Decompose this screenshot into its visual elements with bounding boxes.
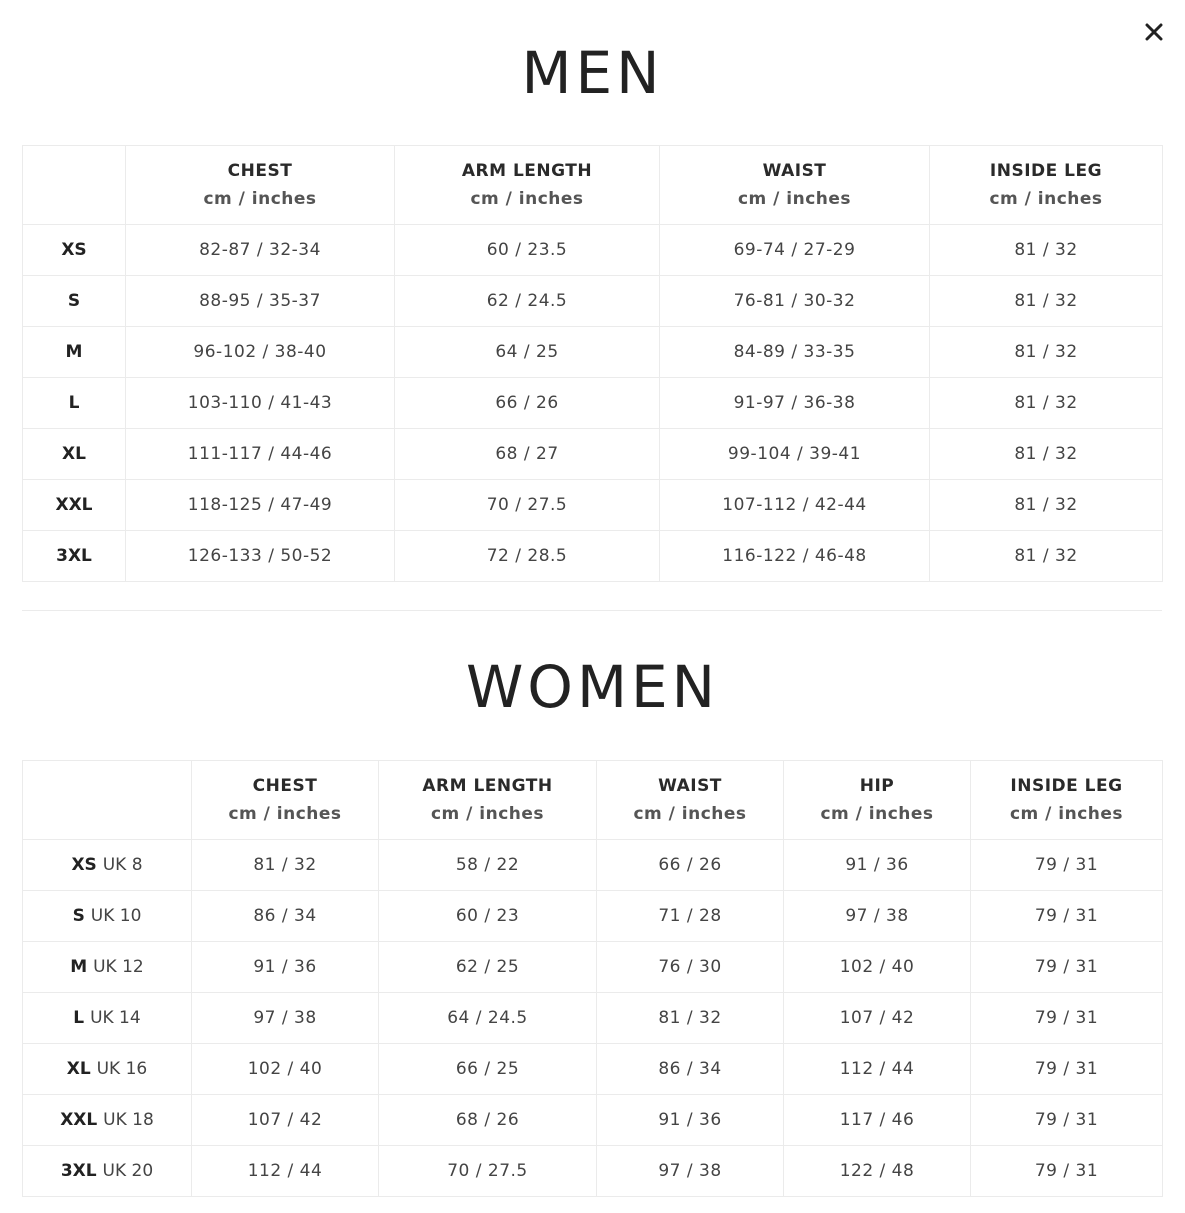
measurement-cell: 72 / 28.5 [395,531,660,582]
close-icon [1145,23,1163,45]
measurement-cell: 68 / 27 [395,429,660,480]
size-cell [23,891,192,942]
table-row [23,942,1163,993]
column-name: ARM LENGTH [422,776,553,796]
column-header [597,761,784,840]
measurement-cell: 103-110 / 41-43 [126,378,395,429]
measurement-cell: 81 / 32 [930,480,1163,531]
size-label: XL [66,1059,91,1079]
uk-size-label: UK 20 [102,1161,154,1181]
women-section-title: WOMEN [465,653,720,721]
measurement-cell: 79 / 31 [971,942,1163,993]
measurement-cell: 79 / 31 [971,993,1163,1044]
measurement-cell: 62 / 24.5 [395,276,660,327]
measurement-cell: 64 / 24.5 [379,993,597,1044]
measurement-cell: 91 / 36 [597,1095,784,1146]
column-name: CHEST [227,161,293,181]
size-cell [23,1095,192,1146]
measurement-cell: 102 / 40 [192,1044,379,1095]
measurement-cell: 76-81 / 30-32 [660,276,930,327]
measurement-cell: 66 / 26 [395,378,660,429]
section-divider [22,610,1162,611]
table-row [23,993,1163,1044]
uk-size-label: UK 16 [96,1059,148,1079]
measurement-cell: 70 / 27.5 [379,1146,597,1197]
measurement-cell: 70 / 27.5 [395,480,660,531]
measurement-cell: 96-102 / 38-40 [126,327,395,378]
size-label: L [73,1008,85,1028]
measurement-cell: 79 / 31 [971,840,1163,891]
measurement-cell: 91-97 / 36-38 [660,378,930,429]
table-row [23,480,1163,531]
measurement-cell: 60 / 23.5 [395,225,660,276]
size-cell [23,480,126,531]
measurement-cell: 118-125 / 47-49 [126,480,395,531]
column-name: WAIST [658,776,722,796]
measurement-cell: 126-133 / 50-52 [126,531,395,582]
column-header [126,146,395,225]
column-unit: cm / inches [430,804,545,824]
measurement-cell: 99-104 / 39-41 [660,429,930,480]
measurement-cell: 91 / 36 [192,942,379,993]
measurement-cell: 68 / 26 [379,1095,597,1146]
measurement-cell: 81 / 32 [192,840,379,891]
table-row [23,429,1163,480]
size-label: S [72,906,85,926]
table-row [23,225,1163,276]
measurement-cell: 91 / 36 [784,840,971,891]
size-label: XL [62,444,86,464]
size-label: XXL [60,1110,98,1130]
measurement-cell: 81 / 32 [597,993,784,1044]
measurement-cell: 60 / 23 [379,891,597,942]
measurement-cell: 102 / 40 [784,942,971,993]
column-name: INSIDE LEG [989,161,1103,181]
measurement-cell: 64 / 25 [395,327,660,378]
size-cell [23,429,126,480]
measurement-cell: 62 / 25 [379,942,597,993]
measurement-cell: 81 / 32 [930,429,1163,480]
measurement-cell: 66 / 26 [597,840,784,891]
corner-cell [23,146,126,225]
table-row [23,531,1163,582]
size-cell [23,840,192,891]
column-unit: cm / inches [989,189,1103,209]
size-cell [23,531,126,582]
measurement-cell: 81 / 32 [930,531,1163,582]
size-label: 3XL [60,1161,97,1181]
men-size-table [22,145,1163,582]
measurement-cell: 107 / 42 [784,993,971,1044]
measurement-cell: 76 / 30 [597,942,784,993]
size-label: L [68,393,80,413]
size-label: 3XL [56,546,92,566]
column-name: INSIDE LEG [1010,776,1123,796]
measurement-cell: 84-89 / 33-35 [660,327,930,378]
column-header [379,761,597,840]
table-row [23,1044,1163,1095]
table-row [23,327,1163,378]
measurement-cell: 107 / 42 [192,1095,379,1146]
column-name: CHEST [252,776,318,796]
column-unit: cm / inches [633,804,747,824]
measurement-cell: 82-87 / 32-34 [126,225,395,276]
measurement-cell: 97 / 38 [597,1146,784,1197]
measurement-cell: 111-117 / 44-46 [126,429,395,480]
column-unit: cm / inches [1009,804,1124,824]
measurement-cell: 66 / 25 [379,1044,597,1095]
measurement-cell: 112 / 44 [784,1044,971,1095]
column-unit: cm / inches [470,189,584,209]
measurement-cell: 71 / 28 [597,891,784,942]
column-unit: cm / inches [737,189,852,209]
table-row [23,378,1163,429]
size-label: M [70,957,88,977]
column-header [930,146,1163,225]
size-label: XS [61,240,87,260]
size-cell [23,942,192,993]
column-header [192,761,379,840]
size-label: M [65,342,83,362]
measurement-cell: 69-74 / 27-29 [660,225,930,276]
uk-size-label: UK 10 [90,906,142,926]
measurement-cell: 79 / 31 [971,1095,1163,1146]
measurement-cell: 107-112 / 42-44 [660,480,930,531]
column-unit: cm / inches [228,804,342,824]
measurement-cell: 79 / 31 [971,1146,1163,1197]
column-header [971,761,1163,840]
column-header [784,761,971,840]
size-cell [23,993,192,1044]
size-label: XS [71,855,97,875]
men-section-title: MEN [521,39,664,107]
measurement-cell: 86 / 34 [192,891,379,942]
uk-size-label: UK 18 [103,1110,154,1130]
size-cell [23,276,126,327]
measurement-cell: 79 / 31 [971,891,1163,942]
table-row [23,840,1163,891]
size-cell [23,1044,192,1095]
corner-cell [23,761,192,840]
uk-size-label: UK 8 [102,855,143,875]
size-cell [23,378,126,429]
measurement-cell: 81 / 32 [930,378,1163,429]
uk-size-label: UK 12 [93,957,144,977]
size-label: S [67,291,81,311]
measurement-cell: 112 / 44 [192,1146,379,1197]
table-row [23,1095,1163,1146]
measurement-cell: 97 / 38 [192,993,379,1044]
column-name: ARM LENGTH [461,161,593,181]
size-label: XXL [55,495,93,515]
table-row [23,276,1163,327]
size-cell [23,225,126,276]
measurement-cell: 81 / 32 [930,276,1163,327]
table-header-row [23,761,1163,840]
measurement-cell: 97 / 38 [784,891,971,942]
measurement-cell: 117 / 46 [784,1095,971,1146]
column-header [660,146,930,225]
size-cell [23,327,126,378]
women-size-table [22,760,1163,1197]
measurement-cell: 58 / 22 [379,840,597,891]
measurement-cell: 86 / 34 [597,1044,784,1095]
column-unit: cm / inches [820,804,934,824]
measurement-cell: 81 / 32 [930,225,1163,276]
measurement-cell: 116-122 / 46-48 [660,531,930,582]
measurement-cell: 122 / 48 [784,1146,971,1197]
column-name: WAIST [762,161,827,181]
column-header [395,146,660,225]
size-cell [23,1146,192,1197]
table-row [23,1146,1163,1197]
measurement-cell: 81 / 32 [930,327,1163,378]
measurement-cell: 79 / 31 [971,1044,1163,1095]
uk-size-label: UK 14 [90,1008,141,1028]
table-row [23,891,1163,942]
measurement-cell: 88-95 / 35-37 [126,276,395,327]
column-name: HIP [859,776,895,796]
column-unit: cm / inches [203,189,317,209]
table-header-row [23,146,1163,225]
